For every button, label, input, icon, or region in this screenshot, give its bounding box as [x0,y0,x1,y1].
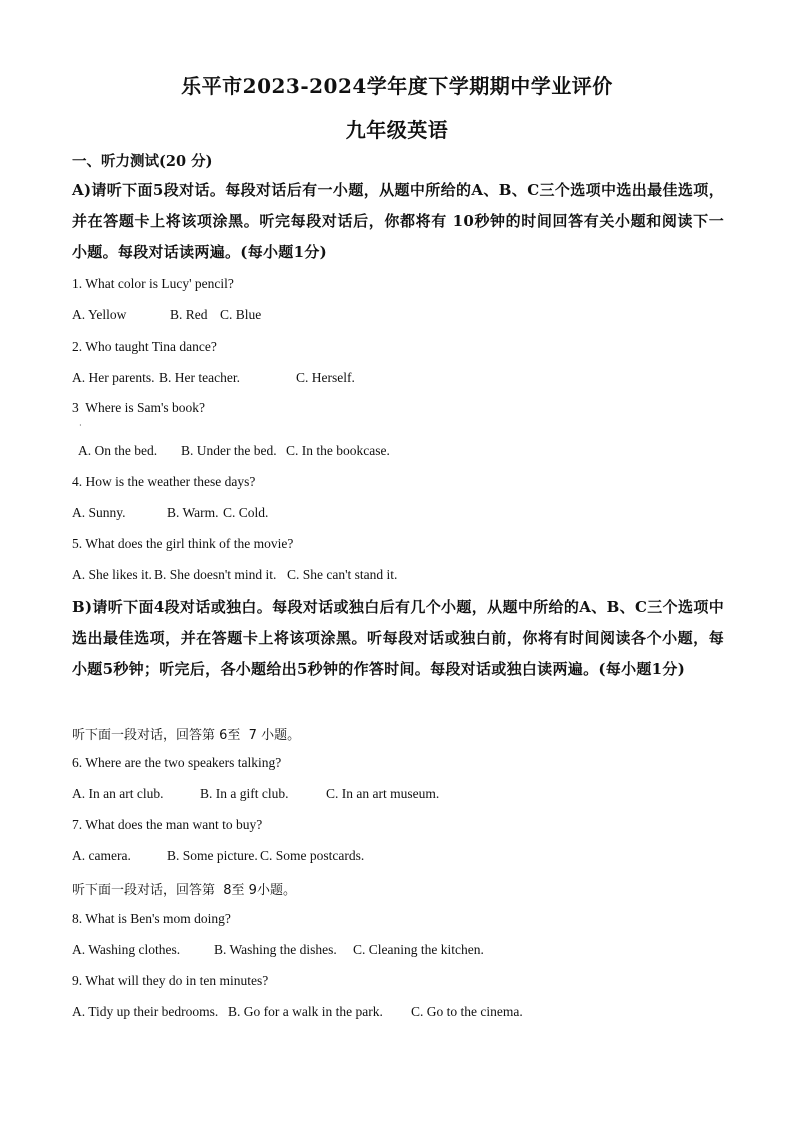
option-c: C. Cleaning the kitchen. [353,942,484,957]
question-stem: 6. Where are the two speakers talking? [72,755,282,770]
option-b: B. In a gift club. [200,786,289,801]
option-b: B. Go for a walk in the park. [228,1004,383,1019]
question-stem: 2. Who taught Tina dance? [72,339,217,354]
option-b: B. Under the bed. [181,443,277,458]
option-a: A. Yellow [72,307,127,322]
exam-subtitle: 九年级英语 [345,118,449,142]
option-a: A. camera. [72,848,131,863]
option-a: A. Sunny. [72,505,126,520]
option-a: A. On the bed. [78,443,158,458]
option-c: C. Blue [220,307,262,322]
part-a-instructions: A)请听下面5段对话。每段对话后有一小题，从题中所给的A、B、C三个选项中选出最佳选项，并在答题卡上将该项涂黑。听完每段对话后，你都将有 10秒钟的时间回答有关小题和阅读下一小题。每段对话读两遍。(每小题1分) [72,181,724,261]
stray-mark: · [79,421,82,430]
option-b: B. Washing the dishes. [214,942,337,957]
option-a: A. Washing clothes. [72,942,181,957]
option-a: A. In an art club. [72,786,164,801]
part-b-instructions: B)请听下面4段对话或独白。每段对话或独白后有几个小题，从题中所给的A、B、C三个选项中选出最佳选项，并在答题卡上将该项涂黑。听每段对话或独白前，你将有时间阅读各个小题，每小题5秒钟；听完后，各小题给出5秒钟的作答时间。每段对话或独白读两遍。(每小题1分) [72,598,724,678]
option-c: C. Go to the cinema. [411,1004,523,1019]
option-b: B. Some picture. [167,848,258,863]
question-stem: 7. What does the man want to buy? [72,817,263,832]
option-b: B. Warm. [167,505,219,520]
option-c: C. Cold. [223,505,269,520]
option-c: C. Some postcards. [260,848,365,863]
option-c: C. Herself. [296,370,355,385]
option-c: C. She can't stand it. [287,567,398,582]
question-stem: 9. What will they do in ten minutes? [72,973,269,988]
option-c: C. In an art museum. [326,786,440,801]
question-stem: 5. What does the girl think of the movie? [72,536,294,551]
option-b: B. Her teacher. [159,370,240,385]
group-intro: 听下面一段对话，回答第 8至 9小题。 [72,883,296,898]
option-a: A. She likes it. [72,567,152,582]
question-stem: 4. How is the weather these days? [72,474,256,489]
option-b: B. Red [170,307,208,322]
section-heading: 一、听力测试(20 分) [72,153,213,170]
group-intro: 听下面一段对话，回答第 6至 7 小题。 [72,728,301,743]
question-stem: 8. What is Ben's mom doing? [72,911,231,926]
exam-title: 乐平市2023-2024学年度下学期期中学业评价 [181,74,613,98]
option-b: B. She doesn't mind it. [154,567,277,582]
question-stem: 1. What color is Lucy' pencil? [72,276,234,291]
option-a: A. Her parents. [72,370,155,385]
option-c: C. In the bookcase. [286,443,390,458]
question-stem: 3 Where is Sam's book? [72,400,206,415]
option-a: A. Tidy up their bedrooms. [72,1004,219,1019]
